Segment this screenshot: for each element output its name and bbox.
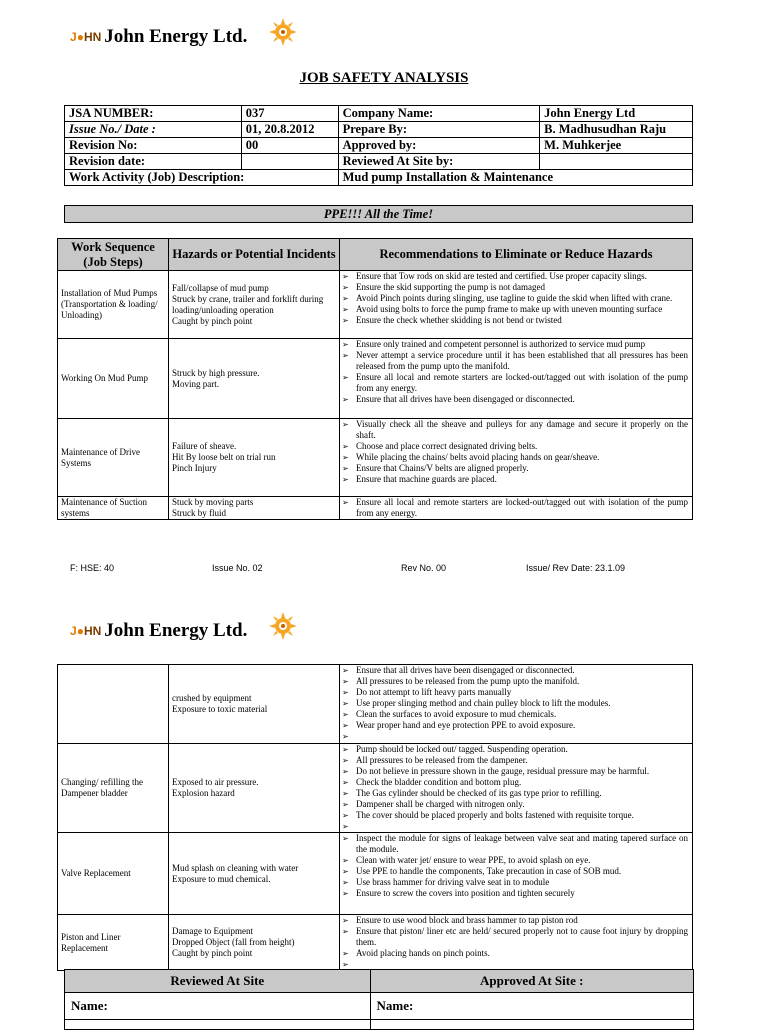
job-step-cell [58, 665, 169, 744]
recommendation-item: ➢ Ensure that Tow rods on skid are tested and certified. Use proper capacity slings. [342, 271, 688, 282]
header-recommendations: Recommendations to Eliminate or Reduce Hazards [340, 239, 693, 271]
hazard-item: Fall/collapse of mud pump [172, 282, 269, 293]
table-row [58, 915, 693, 971]
hazard-item: Exposure to toxic material [172, 704, 268, 714]
hazard-item: Struck by high pressure. [172, 367, 260, 378]
recommendations-cell [340, 271, 693, 339]
ppe-banner: PPE!!! All the Time! [64, 205, 693, 223]
hazards-cell [169, 744, 340, 833]
revision-value: 00 [241, 138, 338, 154]
recommendation-item: ➢ Clean the surfaces to avoid exposure to mud chemicals. [342, 709, 688, 720]
job-step-text: Piston and Liner Replacement [61, 931, 121, 953]
recommendation-item: ➢ Use brass hammer for driving valve seat in to module [342, 877, 688, 888]
job-step-text: Maintenance of Suction systems [61, 497, 147, 518]
hazard-item: Exposure to mud chemical. [172, 873, 271, 884]
company-name: John Energy Ltd. [104, 26, 248, 47]
table-row [58, 271, 693, 339]
hazard-item: Damage to Equipment [172, 926, 253, 936]
header-steps: Work Sequence (Job Steps) [58, 239, 169, 271]
table-row [58, 833, 693, 915]
job-step-text: Maintenance of Drive Systems [61, 446, 140, 468]
sun-emblem-icon [269, 18, 297, 46]
hazards-cell [169, 271, 340, 339]
company-logo [70, 26, 247, 48]
recommendations-cell [340, 833, 693, 915]
recommendations-cell [340, 419, 693, 497]
document-title: JOB SAFETY ANALYSIS [299, 70, 469, 86]
recommendation-item: ➢ Dampener shall be charged with nitrogen only. [342, 799, 688, 810]
recommendation-item: ➢ Ensure that all drives have been disengaged or disconnected. [342, 394, 688, 405]
reviewer-name-field: Name: [65, 993, 371, 1020]
job-step-cell [58, 419, 169, 497]
company-name-value: John Energy Ltd [540, 106, 693, 122]
recommendations-cell [340, 339, 693, 419]
hazard-item: Caught by pinch point [172, 315, 253, 326]
hazards-cell [169, 339, 340, 419]
footer-rev: Rev No. 00 [401, 563, 447, 573]
recommendation-item: ➢ Wear proper hand and eye protection PPE to avoid exposure. [342, 720, 688, 731]
recommendation-item: ➢ While placing the chains/ belts avoid placing hands on gear/sheave. [342, 452, 688, 463]
header-hazards: Hazards or Potential Incidents [169, 239, 340, 271]
hazard-item: Pinch Injury [172, 463, 217, 473]
hazards-cell [169, 419, 340, 497]
recommendation-item: ➢ Ensure that all drives have been disengaged or disconnected. [342, 665, 688, 676]
recommendation-item: ➢ Never attempt a service procedure until it has been established that all pressures has been released from the pump upto the manifold. [342, 350, 688, 372]
logo-mark: J●HN [70, 30, 102, 44]
footer-date: Issue/ Rev Date: 23.1.09 [526, 563, 626, 573]
revision-label: Revision No: [65, 138, 242, 154]
footer-issue: Issue No. 02 [212, 563, 263, 573]
recommendation-item: ➢ Do not believe in pressure shown in the gauge, residual pressure may be harmful. [342, 766, 688, 777]
recommendation-item: ➢ Ensure to screw the covers into position and tighten securely [342, 888, 688, 899]
recommendations-cell [340, 497, 693, 520]
activity-label: Work Activity (Job) Description: [65, 170, 339, 186]
hazard-item: Exposed to air pressure. [172, 777, 259, 787]
recommendation-item: ➢ The cover should be placed properly and bolts fastened with requisite torque. [342, 810, 688, 821]
recommendation-item: ➢ All pressures to be released from the pump upto the manifold. [342, 676, 688, 687]
revision-date-value [241, 154, 338, 170]
recommendation-item: ➢ Ensure the skid supporting the pump is not damaged [342, 282, 688, 293]
recommendations-cell [340, 915, 693, 971]
job-step-cell [58, 271, 169, 339]
hazard-item: Failure of sheave. [172, 441, 237, 451]
recommendation-item: ➢ Clean with water jet/ ensure to wear PPE, to avoid splash on eye. [342, 855, 688, 866]
recommendation-item [342, 731, 688, 742]
table-row [58, 744, 693, 833]
hazard-item: Struck by fluid [172, 508, 226, 518]
job-step-text: Changing/ refilling the Dampener bladder [61, 777, 143, 798]
job-step-cell [58, 497, 169, 520]
hazard-item: Stuck by moving parts [172, 497, 254, 507]
recommendation-item: ➢ Check the bladder condition and bottom plug. [342, 777, 688, 788]
recommendation-item: ➢ Use proper slinging method and chain pulley block to lift the modules. [342, 698, 688, 709]
hazard-item: Hit By loose belt on trial run [172, 452, 276, 462]
table-row [58, 665, 693, 744]
approved-at-site-header: Approved At Site : [370, 970, 694, 993]
approver-sign-field [370, 1020, 694, 1030]
signoff-table [64, 969, 694, 1030]
job-step-cell [58, 915, 169, 971]
recommendation-item: ➢ Choose and place correct designated driving belts. [342, 441, 688, 452]
recommendation-item: ➢ Avoid Pinch points during slinging, use tagline to guide the skid when lifted with crane. [342, 293, 688, 304]
job-step-cell [58, 339, 169, 419]
job-step-text: Valve Replacement [61, 868, 131, 878]
job-step-cell [58, 744, 169, 833]
recommendation-item: ➢ Ensure only trained and competent personnel is authorized to service mud pump [342, 339, 688, 350]
footer-form: F: HSE: 40 [70, 563, 115, 573]
prepared-by-label: Prepare By: [338, 122, 540, 138]
approved-by-value: M. Muhkerjee [540, 138, 693, 154]
jsa-table-page1 [57, 238, 693, 520]
recommendations-cell [340, 665, 693, 744]
hazard-item: Explosion hazard [172, 788, 235, 798]
hazard-item: Dropped Object (fall from height) [172, 937, 295, 947]
activity-value: Mud pump Installation & Maintenance [338, 170, 692, 186]
hazards-cell [169, 665, 340, 744]
recommendation-item: ➢ Ensure that piston/ liner etc are held/ secured properly not to cause foot injury by dropping them. [342, 926, 688, 948]
recommendation-item: ➢ All pressures to be released from the dampener. [342, 755, 688, 766]
reviewed-at-site-header: Reviewed At Site [65, 970, 371, 993]
table-row [58, 339, 693, 419]
reviewer-sign-field [65, 1020, 371, 1030]
company-name-label: Company Name: [338, 106, 540, 122]
recommendation-item: ➢ Ensure to use wood block and brass hammer to tap piston rod [342, 915, 688, 926]
jsa-table-page2 [57, 664, 693, 971]
approver-name-field: Name: [370, 993, 694, 1020]
hazard-item: Mud splash on cleaning with water [172, 862, 299, 873]
issue-label: Issue No./ Date : [65, 122, 242, 138]
hazards-cell [169, 915, 340, 971]
hazards-cell [169, 833, 340, 915]
hazard-item: Caught by pinch point [172, 948, 253, 958]
recommendation-item: ➢ The Gas cylinder should be checked of its gas type prior to refilling. [342, 788, 688, 799]
recommendation-item: ➢ Ensure that machine guards are placed. [342, 474, 688, 485]
job-step-cell [58, 833, 169, 915]
prepared-by-value: B. Madhusudhan Raju [540, 122, 693, 138]
hazards-cell [169, 497, 340, 520]
jsa-number-value: 037 [241, 106, 338, 122]
recommendation-item: ➢ Ensure all local and remote starters are locked-out/tagged out with isolation of the pump from any energy. [342, 372, 688, 394]
company-logo-page2 [70, 620, 247, 642]
sun-emblem-icon [269, 612, 297, 640]
recommendation-item: ➢ Pump should be locked out/ tagged. Suspending operation. [342, 744, 688, 755]
recommendation-item: ➢ Ensure that Chains/V belts are aligned properly. [342, 463, 688, 474]
recommendation-item: ➢ Inspect the module for signs of leakage between valve seat and mating tapered surface on the module. [342, 833, 688, 855]
job-step-text: Working On Mud Pump [61, 373, 149, 383]
hazard-item: crushed by equipment [172, 693, 252, 703]
revision-date-label: Revision date: [65, 154, 242, 170]
recommendation-item: ➢ Use PPE to handle the components, Take precaution in case of SOB mud. [342, 866, 688, 877]
jsa-number-label: JSA NUMBER: [65, 106, 242, 122]
recommendation-item: ➢ Visually check all the sheave and pulleys for any damage and secure it properly on the shaft. [342, 419, 688, 441]
recommendation-item: ➢ Ensure all local and remote starters are locked-out/tagged out with isolation of the pump from any energy. [342, 497, 688, 519]
reviewed-by-label: Reviewed At Site by: [338, 154, 540, 170]
issue-value: 01, 20.8.2012 [241, 122, 338, 138]
jsa-info-table [64, 105, 693, 186]
job-step-text: Installation of Mud Pumps (Transportation & loading/ Unloading) [61, 288, 158, 320]
recommendation-item: ➢ Avoid using bolts to force the pump frame to make up with uneven mounting surface [342, 304, 688, 315]
approved-by-label: Approved by: [338, 138, 540, 154]
recommendation-item: ➢ Do not attempt to lift heavy parts manually [342, 687, 688, 698]
hazard-item: Moving part. [172, 378, 219, 389]
reviewed-by-value [540, 154, 693, 170]
hazard-item: Struck by crane, trailer and forklift during loading/unloading operation [172, 293, 324, 315]
table-row [58, 419, 693, 497]
logo-mark: J●HN [70, 624, 102, 638]
recommendations-cell [340, 744, 693, 833]
recommendation-item: ➢ Avoid placing hands on pinch points. [342, 948, 688, 959]
recommendation-item: ➢ Ensure the check whether skidding is not bend or twisted [342, 315, 688, 326]
recommendation-item [342, 821, 688, 832]
table-row [58, 497, 693, 520]
company-name: John Energy Ltd. [104, 620, 248, 641]
